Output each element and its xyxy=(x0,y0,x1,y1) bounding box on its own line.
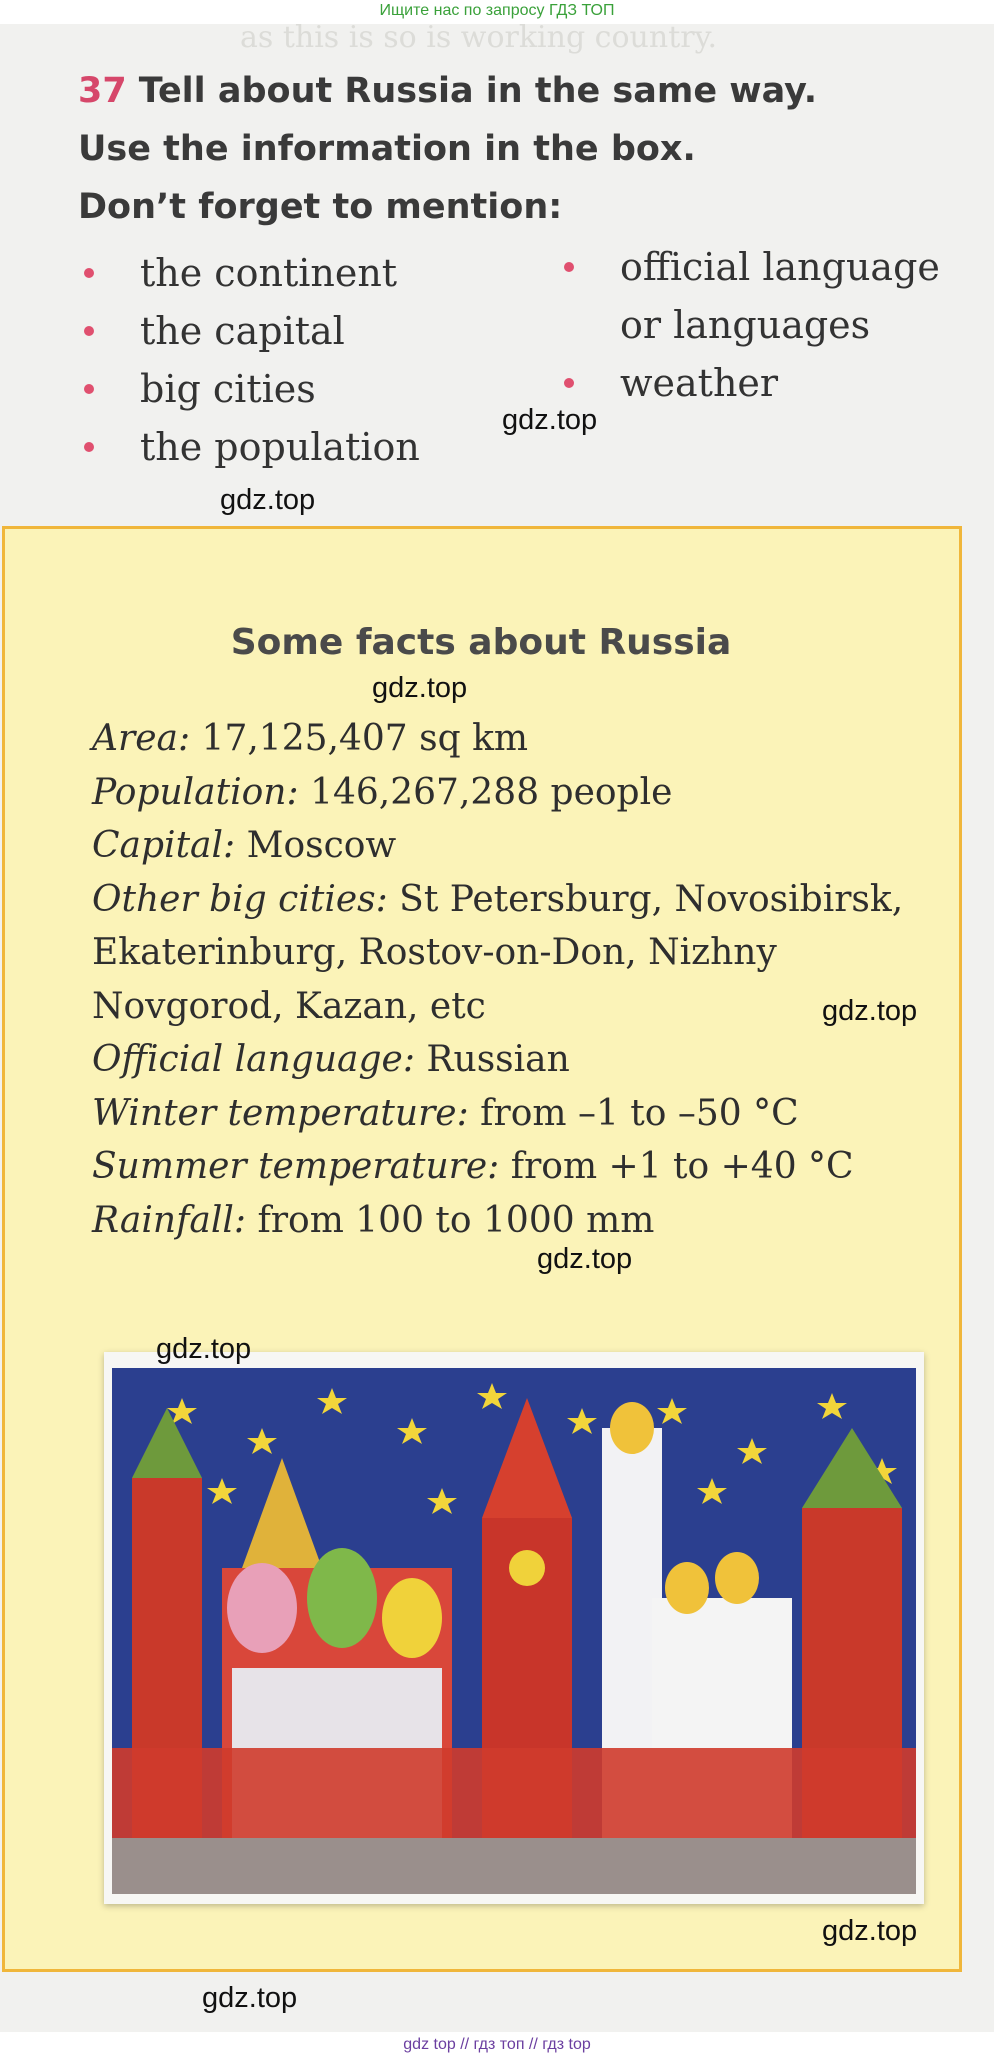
exercise-number: 37 xyxy=(78,71,127,111)
list-item: the population xyxy=(80,418,420,476)
list-item: the continent xyxy=(80,244,420,302)
watermark: gdz.top xyxy=(202,1982,298,2014)
watermark: gdz.top xyxy=(822,995,918,1027)
fact-rainfall: Rainfall: from 100 to 1000 mm xyxy=(92,1199,655,1241)
watermark: gdz.top xyxy=(822,1915,918,1947)
fact-area: Area: 17,125,407 sq km xyxy=(92,718,529,759)
watermark: gdz.top xyxy=(156,1333,252,1365)
bullet-icon xyxy=(84,326,94,336)
instruction-line-3: Don’t forget to mention: xyxy=(78,187,563,227)
mention-list-right xyxy=(560,238,940,412)
facts-title: Some facts about Russia xyxy=(230,622,732,663)
fact-population: Population: 146,267,288 people xyxy=(92,771,673,813)
faint-background-text: as this is so is working country. xyxy=(240,20,718,55)
kremlin-illustration xyxy=(104,1352,924,1904)
instruction-line-2: Use the information in the box. xyxy=(78,129,696,169)
bullet-icon xyxy=(564,378,574,388)
list-item-continuation: or languages xyxy=(620,303,871,347)
list-item: the capital xyxy=(80,302,420,360)
fact-other-cities-cont-1: Ekaterinburg, Rostov-on-Don, Nizhny xyxy=(92,932,777,973)
list-item: big cities xyxy=(80,360,420,418)
fact-winter-temperature: Winter temperature: from –1 to –50 °C xyxy=(92,1092,799,1134)
fact-official-language: Official language: Russian xyxy=(92,1039,570,1080)
list-item: official language xyxy=(560,238,940,296)
top-banner[interactable]: Ищите нас по запросу ГДЗ ТОП xyxy=(0,0,994,24)
watermark: gdz.top xyxy=(502,404,598,436)
bullet-icon xyxy=(564,262,574,272)
facts-list xyxy=(92,712,952,1247)
fact-capital: Capital: Moscow xyxy=(92,825,397,866)
bullet-icon xyxy=(84,384,94,394)
fact-other-cities-cont-2: Novgorod, Kazan, etc xyxy=(92,985,486,1027)
watermark: gdz.top xyxy=(372,672,468,704)
list-item: weather xyxy=(560,354,940,412)
watermark: gdz.top xyxy=(537,1243,633,1275)
bullet-icon xyxy=(84,442,94,452)
instruction-line-1: 37 Tell about Russia in the same way. xyxy=(78,71,818,111)
watermark: gdz.top xyxy=(220,484,316,516)
bullet-icon xyxy=(84,268,94,278)
fact-summer-temperature: Summer temperature: from +1 to +40 °C xyxy=(92,1146,854,1187)
exercise-instructions xyxy=(78,62,958,236)
mention-list-left xyxy=(80,244,420,476)
kremlin-painting-icon xyxy=(112,1368,916,1894)
fact-other-cities: Other big cities: St Petersburg, Novosibirsk, xyxy=(92,878,904,920)
footer-links[interactable]: gdz top // гдз топ // гдз top xyxy=(0,2032,994,2059)
